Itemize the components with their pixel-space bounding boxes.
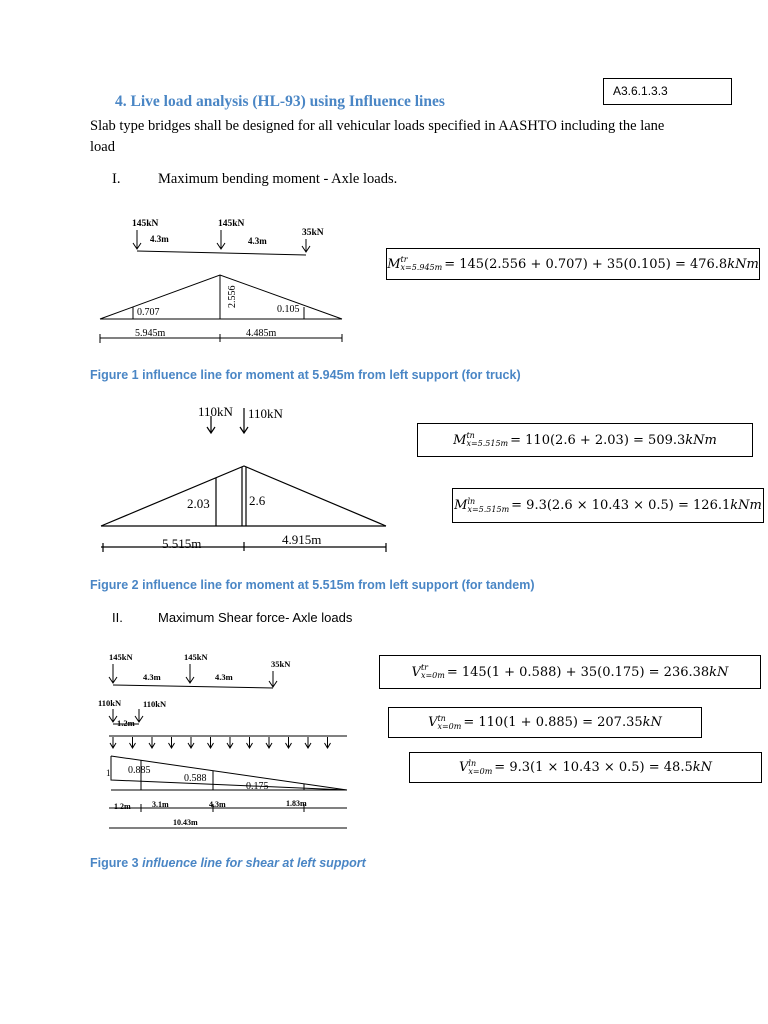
fig1-load-2: 145kN: [218, 219, 245, 229]
fig1-spacing-1: 4.3m: [150, 234, 169, 244]
figure-1-caption: Figure 1 influence line for moment at 5.945m from left support (for truck): [90, 368, 521, 382]
fig2-load-1: 110kN: [198, 404, 233, 419]
fig2-dim-1: 5.515m: [162, 536, 202, 551]
aashto-reference-box: A3.6.1.3.3: [603, 78, 732, 105]
fig3-truck-load-3: 35kN: [271, 659, 291, 669]
equation-shear-truck: V tr x=0m = 145(1 + 0.588) + 35(0.175) = 236.38 kN: [379, 655, 761, 689]
fig1-axle-line: [137, 251, 306, 255]
figure-1-diagram: [90, 212, 360, 352]
section-2-title: Maximum Shear force- Axle loads: [158, 610, 353, 625]
fig1-dim-1: 5.945m: [135, 328, 166, 339]
fig1-dim-2: 4.485m: [246, 328, 277, 339]
equation-moment-lane: M ln x=5.515m = 9.3(2.6 × 10.43 × 0.5) = 126.1 kNm: [452, 488, 764, 523]
section-2-number: II.: [112, 610, 123, 625]
fig3-ordinate-label-2: 0.885: [128, 765, 151, 776]
fig3-tandem-spacing: 1.2m: [117, 718, 135, 728]
fig1-ordinate-label-1: 0.707: [137, 307, 160, 318]
fig2-ordinate-label-2: 2.6: [249, 493, 266, 508]
fig2-dim-2: 4.915m: [282, 532, 322, 547]
figure-3-caption-label: Figure 3: [90, 856, 139, 870]
equation-moment-tandem: M tn x=5.515m = 110(2.6 + 2.03) = 509.3 kNm: [417, 423, 753, 457]
figure-3-caption-text: influence line for shear at left support: [142, 856, 366, 870]
section-1-title: Maximum bending moment - Axle loads.: [158, 171, 398, 187]
equation-shear-lane: V ln x=0m = 9.3(1 × 10.43 × 0.5) = 48.5 kN: [409, 752, 762, 783]
fig3-total-length: 10.43m: [173, 818, 198, 827]
fig1-ordinate-label-2: 2.556: [227, 285, 238, 308]
fig3-dim-3: 4.3m: [209, 800, 226, 809]
fig1-load-1: 145kN: [132, 219, 159, 229]
fig1-spacing-2: 4.3m: [248, 236, 267, 246]
fig3-truck-load-1: 145kN: [109, 652, 133, 662]
fig3-truck-spacing-2: 4.3m: [215, 672, 233, 682]
equation-moment-truck: M tr x=5.945m = 145(2.556 + 0.707) + 35(0.105) = 476.8 kNm: [386, 248, 760, 280]
figure-3-diagram: [95, 648, 360, 833]
fig3-dim-4: 1.83m: [286, 799, 307, 808]
fig3-dim-1: 1.2m: [114, 802, 131, 811]
fig2-load-2: 110kN: [248, 406, 283, 421]
fig1-load-3: 35kN: [302, 228, 324, 238]
fig3-truck-spacing-1: 4.3m: [143, 672, 161, 682]
fig3-ordinate-label-4: 0.175: [246, 781, 269, 792]
intro-paragraph: Slab type bridges shall be designed for all vehicular loads specified in AASHTO including the lane load: [90, 118, 665, 155]
fig3-ordinate-label-1: 1: [106, 768, 111, 778]
section-1-number: I.: [112, 171, 121, 187]
fig2-ordinate-label-1: 2.03: [187, 496, 210, 511]
fig3-tandem-load-2: 110kN: [143, 699, 167, 709]
fig1-ordinate-label-3: 0.105: [277, 304, 300, 315]
fig2-influence-line: [101, 466, 386, 526]
fig3-tandem-load-1: 110kN: [98, 698, 122, 708]
figure-2-diagram: [96, 400, 396, 558]
fig3-truck-load-2: 145kN: [184, 652, 208, 662]
equation-shear-tandem: V tn x=0m = 110(1 + 0.885) = 207.35 kN: [388, 707, 702, 738]
figure-2-caption: Figure 2 influence line for moment at 5.515m from left support (for tandem): [90, 578, 535, 592]
fig3-ordinate-label-3: 0.588: [184, 773, 207, 784]
figure-3-caption: [90, 856, 366, 870]
section-heading: 4. Live load analysis (HL-93) using Influence lines: [115, 93, 445, 110]
fig3-dim-2: 3.1m: [152, 800, 169, 809]
fig3-lane-load-arrows: [110, 737, 331, 748]
